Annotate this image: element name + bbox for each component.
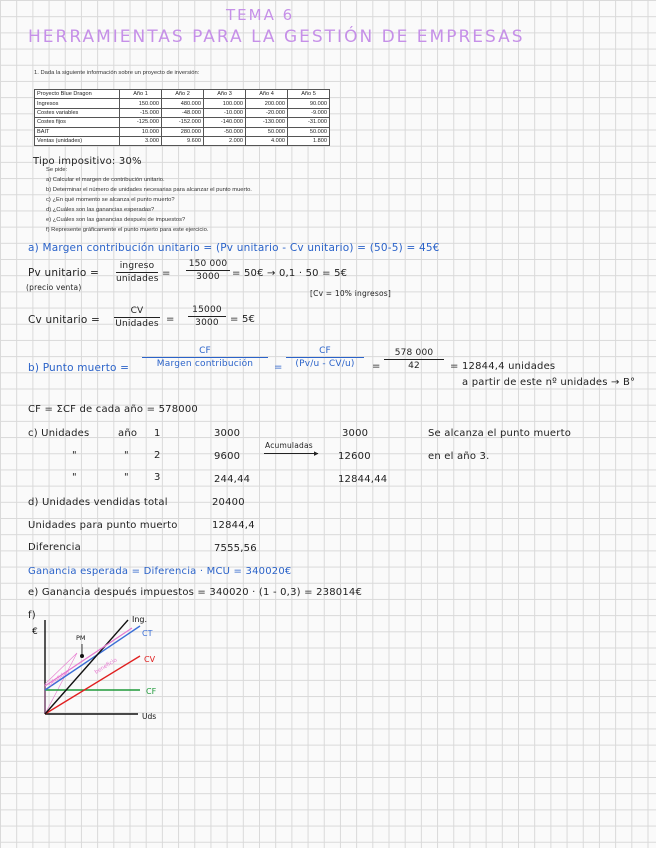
legend-cf: CF [146,687,157,696]
table-cell: 1.800 [288,136,330,145]
table-cell: 100.000 [204,99,246,108]
table-row [35,99,330,108]
table-cell: 4.000 [246,136,288,145]
answer-e: e) Ganancia después impuestos = 340020 · (1 - 0,3) = 238014€ [28,587,363,598]
table-cell: 480.000 [162,99,204,108]
fraction-denominator: Margen contribución [156,359,254,369]
table-cell: -9.000 [288,108,330,117]
c-row-year: 3 [154,472,161,483]
c-conclusion: Se alcanza el punto muerto [428,428,572,439]
tax-note: Tipo impositivo: 30% [33,156,142,167]
cv-result: = 5€ [230,314,256,325]
table-cell: 9.600 [162,136,204,145]
y-axis-label: € [32,627,38,637]
answer-f-label: f) [28,610,36,621]
c-row-label: " [124,472,129,483]
table-cell: 50.000 [288,127,330,136]
table-header-cell: Año 3 [204,90,246,99]
pv-fraction-numeric [186,259,230,282]
cf-sum-line: CF = ΣCF de cada año = 578000 [28,404,198,415]
table-cell: 90.000 [288,99,330,108]
table-row [35,118,330,127]
fraction-numerator: CV [130,306,144,316]
table-cell: 200.000 [246,99,288,108]
table-cell: 3.000 [120,136,162,145]
table-header-cell: Año 5 [288,90,330,99]
fraction-denominator: 3000 [196,272,220,282]
fraction-denominator: (Pv/u - CV/u) [295,359,355,369]
table-cell: 10.000 [120,127,162,136]
question-item: d) ¿Cuáles son las ganancias esperadas? [46,207,155,213]
data-table [34,89,330,146]
table-header-cell: Proyecto Blue Dragon [35,90,120,99]
accumulated-arrow-line [264,453,318,454]
pm-fraction-2 [286,346,364,369]
table-row [35,108,330,117]
fraction-denominator: Unidades [115,319,159,329]
c-row-accumulated: 3000 [342,428,369,439]
fraction-denominator: 3000 [195,318,219,328]
question-item: a) Calcular el margen de contribución unitario. [46,177,165,183]
answer-b-label: b) Punto muerto = [28,362,130,374]
table-cell: Ventas (unidades) [35,136,120,145]
c-row-label: " [72,472,77,483]
table-cell: -130.000 [246,118,288,127]
table-row [35,127,330,136]
fraction-numerator: ingreso [119,261,155,271]
fraction-denominator: unidades [116,274,159,284]
table-row [35,136,330,145]
pm-label: PM [76,634,86,642]
ganancia-esperada: Ganancia esperada = Diferencia · MCU = 340020€ [28,566,292,577]
table-cell: -10.000 [204,108,246,117]
cv-note: [Cv = 10% ingresos] [310,289,391,298]
c-row-units: 9600 [214,451,241,462]
table-cell: -31.000 [288,118,330,127]
equals-sign: = [162,268,171,279]
pv-sublabel: (precio venta) [26,283,82,292]
c-row-accumulated: 12844,44 [338,474,388,485]
pm-fraction-3 [384,348,444,371]
page-title: TEMA 6 [226,6,295,24]
pv-fraction-symbolic [116,261,158,284]
c-row-label: " [72,450,77,461]
cv-fraction-symbolic [114,306,160,329]
legend-ing: Ing. [132,615,148,624]
d-pm-label: Unidades para punto muerto [28,520,178,531]
beneficio-label: beneficio [93,657,119,676]
equals-sign: = [166,314,175,325]
x-axis-label: Uds [142,712,157,721]
perdidas-label: pérdidas [47,669,71,688]
pv-result: = 50€ → 0,1 · 50 = 5€ [232,268,348,279]
accumulated-label: Acumuladas [265,441,313,450]
c-row-units: 3000 [214,428,241,439]
table-header-cell: Año 4 [246,90,288,99]
question-item: c) ¿En qué momento se alcanza el punto muerto? [46,197,175,203]
c-row-label: año [118,428,138,439]
arrow-icon: ▸ [314,449,319,459]
cv-label: Cv unitario = [28,314,101,326]
answer-c-label: c) Unidades [28,428,90,439]
cv-line [45,656,140,714]
answer-a-heading: a) Margen contribución unitario = (Pv unitario - Cv unitario) = (50-5) = 45€ [28,242,440,254]
d-diff-value: 7555,56 [214,543,257,554]
table-cell: 50.000 [246,127,288,136]
table-cell: Ingresos [35,99,120,108]
pm-note: a partir de este nº unidades → B° [462,377,636,388]
c-conclusion: en el año 3. [428,451,490,462]
c-row-units: 244,44 [214,474,251,485]
legend-ct: CT [142,629,153,638]
legend-cv: CV [144,655,156,664]
table-cell: -152.000 [162,118,204,127]
pv-label: Pv unitario = [28,267,100,279]
table-cell: -50.000 [204,127,246,136]
table-cell: -125.000 [120,118,162,127]
table-cell: -15.000 [120,108,162,117]
table-cell: -20.000 [246,108,288,117]
d-total-value: 20400 [212,497,245,508]
fraction-numerator: 15000 [192,305,222,315]
table-cell: -140.000 [204,118,246,127]
cv-fraction-numeric [188,305,226,328]
table-header-cell: Año 2 [162,90,204,99]
fraction-numerator: CF [319,346,331,356]
question-item: f) Represente gráficamente el punto muerto para este ejercicio. [46,227,209,233]
table-cell: BAIT [35,127,120,136]
pm-result: = 12844,4 unidades [450,361,556,372]
table-header-row [35,90,330,99]
d-diff-label: Diferencia [28,542,81,553]
question-item: b) Determinar el número de unidades necesarias para alcanzar el punto muerto. [46,187,252,193]
table-cell: Costes fijos [35,118,120,127]
table-cell: Costes variables [35,108,120,117]
se-pide-label: Se pide: [46,167,68,173]
fraction-numerator: 578 000 [394,348,434,358]
ing-line [45,620,128,714]
equals-sign: = [372,361,381,372]
page-subtitle: HERRAMIENTAS PARA LA GESTIÓN DE EMPRESAS [28,27,525,47]
fraction-numerator: CF [199,346,211,356]
question-item: e) ¿Cuáles son las ganancias después de impuestos? [46,217,186,223]
question-text: 1. Dada la siguiente información sobre un proyecto de inversión: [34,70,200,76]
table-header-cell: Año 1 [120,90,162,99]
c-row-year: 2 [154,450,161,461]
fraction-denominator: 42 [408,361,420,371]
d-total-label: d) Unidades vendidas total [28,497,168,508]
table-cell: 280.000 [162,127,204,136]
equals-sign: = [274,362,283,373]
break-even-chart [20,606,180,726]
pm-fraction-1 [142,346,268,369]
table-cell: 150.000 [120,99,162,108]
c-row-label: " [124,450,129,461]
d-pm-value: 12844,4 [212,520,255,531]
fraction-numerator: 150 000 [188,259,228,269]
table-cell: 2.000 [204,136,246,145]
c-row-accumulated: 12600 [338,451,371,462]
c-row-year: 1 [154,428,161,439]
table-cell: -48.000 [162,108,204,117]
